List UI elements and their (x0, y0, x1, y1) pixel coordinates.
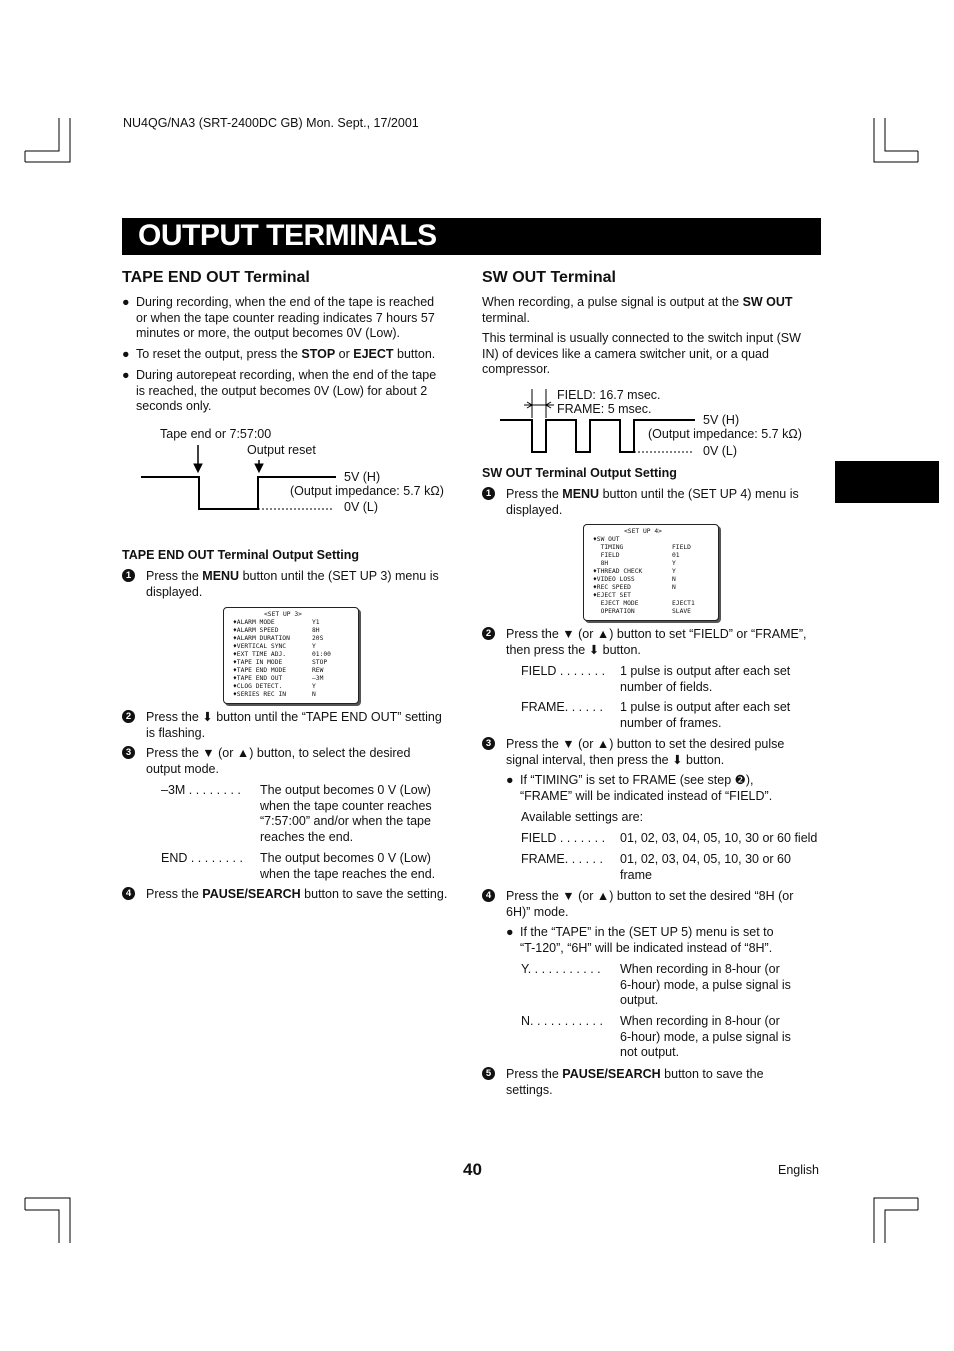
menu-item: ♦TAPE END MODE (233, 667, 287, 674)
tape-end-setting-heading: TAPE END OUT Terminal Output Setting (122, 548, 360, 562)
option-line: When recording in 8-hour (or (620, 1014, 780, 1028)
menu-value: Y (312, 683, 316, 690)
step-line: Press the ▼ (or ▲) button, to select the desired (146, 746, 411, 760)
menu-value: Y (672, 568, 676, 575)
menu-value: SLAVE (672, 608, 691, 615)
setup4-menu (583, 524, 719, 621)
step-number: 2 (482, 627, 495, 640)
menu-value: Y (312, 643, 316, 650)
option-line: 6-hour) mode, a pulse signal is (620, 1029, 791, 1044)
bullet-item (506, 773, 821, 805)
available-settings-label: Available settings are: (521, 810, 644, 824)
option-line: when the tape reaches the end. (260, 866, 436, 881)
sw-out-heading: SW OUT Terminal (482, 269, 616, 286)
menu-item: OPERATION (593, 608, 635, 615)
menu-value: 20S (312, 635, 324, 642)
menu-item: ♦VIDEO LOSS (593, 576, 635, 583)
bullet-dot: ● (122, 295, 130, 309)
menu-item: TIMING (593, 544, 624, 551)
menu-item: EJECT MODE (593, 600, 639, 607)
step-number: 5 (482, 1067, 495, 1080)
step-line: Press the ▼ (or ▲) button to set the desired pulse (506, 737, 785, 751)
option-line: 1 pulse is output after each set (620, 700, 791, 714)
field-label: FIELD: 16.7 msec. (557, 388, 661, 402)
sw-high-label: 5V (H) (703, 413, 740, 427)
step-line: signal interval, then press the ⬇ button. (506, 752, 725, 767)
option-line: “7:57:00” and/or when the tape (260, 814, 431, 829)
step-line: Press the PAUSE/SEARCH button to save the setting. (146, 887, 448, 901)
option-line: number of fields. (620, 679, 713, 694)
menu-item: ♦THREAD CHECK (593, 568, 643, 575)
option-line: number of frames. (620, 715, 722, 730)
bullet-item (506, 925, 821, 957)
menu-value: EJECT1 (672, 600, 695, 607)
step-line: settings. (506, 1082, 553, 1097)
step-line: displayed. (146, 584, 203, 599)
menu-value: REW (312, 667, 324, 674)
step-line: then press the ⬇ button. (506, 642, 641, 657)
menu-value: 01 (672, 552, 680, 559)
menu-item: ♦EXT TIME ADJ. (233, 651, 287, 658)
step-line: Press the MENU button until the (SET UP 4) menu is (506, 487, 799, 501)
bullet-line: is reached, the output becomes 0V (Low) for about 2 (136, 383, 428, 398)
page-title: OUTPUT TERMINALS (138, 219, 437, 252)
option-line: not output. (620, 1045, 680, 1060)
option-line: 01, 02, 03, 04, 05, 10, 30 or 60 field (620, 831, 818, 845)
option-key: –3M . . . . . . . . (161, 783, 241, 797)
option-definition (521, 1014, 821, 1062)
high-level-label: 5V (H) (344, 470, 381, 484)
bullet-line: To reset the output, press the STOP or EJECT button. (136, 347, 436, 361)
sw-step-3 (482, 737, 822, 769)
option-line: when the tape counter reaches (260, 798, 432, 813)
step-number: 3 (482, 737, 495, 750)
bullet-dot: ● (506, 773, 514, 787)
bullet-line: “T-120”, “6H” will be indicated instead of “8H”. (520, 940, 773, 955)
option-key: END . . . . . . . . (161, 851, 243, 865)
menu-value: N (312, 691, 316, 698)
document-header: NU4QG/NA3 (SRT-2400DC GB) Mon. Sept., 17/2001 (123, 116, 419, 130)
menu-title: <SET UP 3> (264, 611, 302, 618)
bullet-dot: ● (506, 925, 514, 939)
sw-impedance-label: (Output impedance: 5.7 kΩ) (648, 427, 802, 441)
option-definition (521, 962, 821, 1010)
step-number: 1 (482, 487, 495, 500)
page-number: 40 (463, 1160, 482, 1179)
option-definition (521, 852, 821, 884)
low-level-label: 0V (L) (344, 500, 379, 514)
bullet-line: minutes or more, the output becomes 0V (Low). (136, 326, 401, 341)
option-definition (521, 831, 821, 847)
menu-value: N (672, 584, 676, 591)
menu-item: ♦ALARM MODE (233, 619, 275, 626)
menu-item: ♦ALARM DURATION (233, 635, 290, 642)
option-line: output. (620, 993, 659, 1008)
option-line: 6-hour) mode, a pulse signal is (620, 977, 791, 992)
paragraph-line: This terminal is usually connected to the switch input (SW (482, 331, 801, 345)
sw-step-2 (482, 627, 827, 659)
bullet-dot: ● (122, 368, 130, 382)
paragraph-line: terminal. (482, 310, 530, 325)
step-line: Press the ⬇ button until the “TAPE END OUT” setting (146, 710, 442, 724)
step-line: is flashing. (146, 725, 206, 740)
menu-item: 8H (593, 560, 609, 567)
menu-item: ♦ALARM SPEED (233, 627, 279, 634)
paragraph-line: compressor. (482, 362, 551, 377)
option-line: 01, 02, 03, 04, 05, 10, 30 or 60 (620, 852, 791, 866)
option-line: When recording in 8-hour (or (620, 962, 780, 976)
paragraph-line: IN) of devices like a camera switcher unit, or a quad (482, 346, 769, 361)
bullet-line: If “TIMING” is set to FRAME (see step ❷), (520, 773, 754, 787)
option-line: 1 pulse is output after each set (620, 664, 791, 678)
menu-value: FIELD (672, 544, 691, 551)
option-line: The output becomes 0 V (Low) (260, 851, 431, 865)
bullet-dot: ● (122, 347, 130, 361)
option-line: The output becomes 0 V (Low) (260, 783, 431, 797)
step-number: 2 (122, 710, 135, 723)
step-line: output mode. (146, 761, 219, 776)
menu-value: 01:00 (312, 651, 331, 658)
paragraph-line: When recording, a pulse signal is output at the SW OUT (482, 295, 793, 309)
sw-step-1 (482, 487, 822, 519)
sw-out-setting-heading: SW OUT Terminal Output Setting (482, 466, 677, 480)
menu-title: <SET UP 4> (624, 528, 662, 535)
step-number: 4 (482, 889, 495, 902)
step-line: 6H)” mode. (506, 904, 569, 919)
option-key: FIELD . . . . . . . (521, 664, 606, 678)
menu-value: 8H (312, 627, 320, 634)
output-reset-label: Output reset (247, 443, 316, 457)
language-label: English (778, 1163, 819, 1177)
frame-label: FRAME: 5 msec. (557, 402, 652, 416)
menu-item: ♦SERIES REC IN (233, 691, 287, 698)
step-line: displayed. (506, 502, 563, 517)
option-key: N. . . . . . . . . . . (521, 1014, 603, 1028)
menu-value: STOP (312, 659, 328, 666)
option-line: reaches the end. (260, 829, 354, 844)
bullet-line: If the “TAPE” in the (SET UP 5) menu is set to (520, 925, 774, 939)
menu-item: FIELD (593, 552, 620, 559)
step-line: Press the ▼ (or ▲) button to set “FIELD” or “FRAME”, (506, 627, 807, 641)
menu-value: –3M (312, 675, 324, 682)
menu-item: ♦TAPE END OUT (233, 675, 283, 682)
option-line: frame (620, 867, 652, 882)
menu-value: Y (672, 560, 676, 567)
menu-value: Y1 (312, 619, 320, 626)
bullet-line: seconds only. (136, 399, 212, 414)
step-line: Press the ▼ (or ▲) button to set the desired “8H (or (506, 889, 794, 903)
option-key: FIELD . . . . . . . (521, 831, 606, 845)
menu-item: ♦EJECT SET (593, 592, 631, 599)
bullet-line: During recording, when the end of the tape is reached (136, 295, 435, 309)
option-key: Y. . . . . . . . . . . (521, 962, 601, 976)
step-line: Press the PAUSE/SEARCH button to save the (506, 1067, 764, 1081)
option-key: FRAME. . . . . . (521, 700, 603, 714)
step-number: 3 (122, 746, 135, 759)
menu-value: N (672, 576, 676, 583)
menu-item: ♦SW OUT (593, 536, 620, 543)
bullet-line: “FRAME” will be indicated instead of “FIELD”. (520, 788, 773, 803)
sw-step-5 (482, 1067, 822, 1099)
step-number: 1 (122, 569, 135, 582)
sw-low-label: 0V (L) (703, 444, 738, 458)
option-key: FRAME. . . . . . (521, 852, 603, 866)
bullet-line: or when the tape counter reading indicates 7 hours 57 (136, 310, 435, 325)
menu-item: ♦TAPE IN MODE (233, 659, 283, 666)
option-definition (521, 664, 821, 696)
menu-item: ♦VERTICAL SYNC (233, 643, 287, 650)
menu-item: ♦CLOG DETECT. (233, 683, 283, 690)
tape-end-heading: TAPE END OUT Terminal (122, 269, 310, 286)
menu-item: ♦REC SPEED (593, 584, 631, 591)
bullet-line: During autorepeat recording, when the end of the tape (136, 368, 437, 382)
step-line: Press the MENU button until the (SET UP 3) menu is (146, 569, 439, 583)
sw-step-4 (482, 889, 822, 921)
tape-end-label: Tape end or 7:57:00 (160, 427, 272, 441)
option-definition (521, 700, 821, 732)
step-number: 4 (122, 887, 135, 900)
impedance-label: (Output impedance: 5.7 kΩ) (290, 484, 444, 498)
